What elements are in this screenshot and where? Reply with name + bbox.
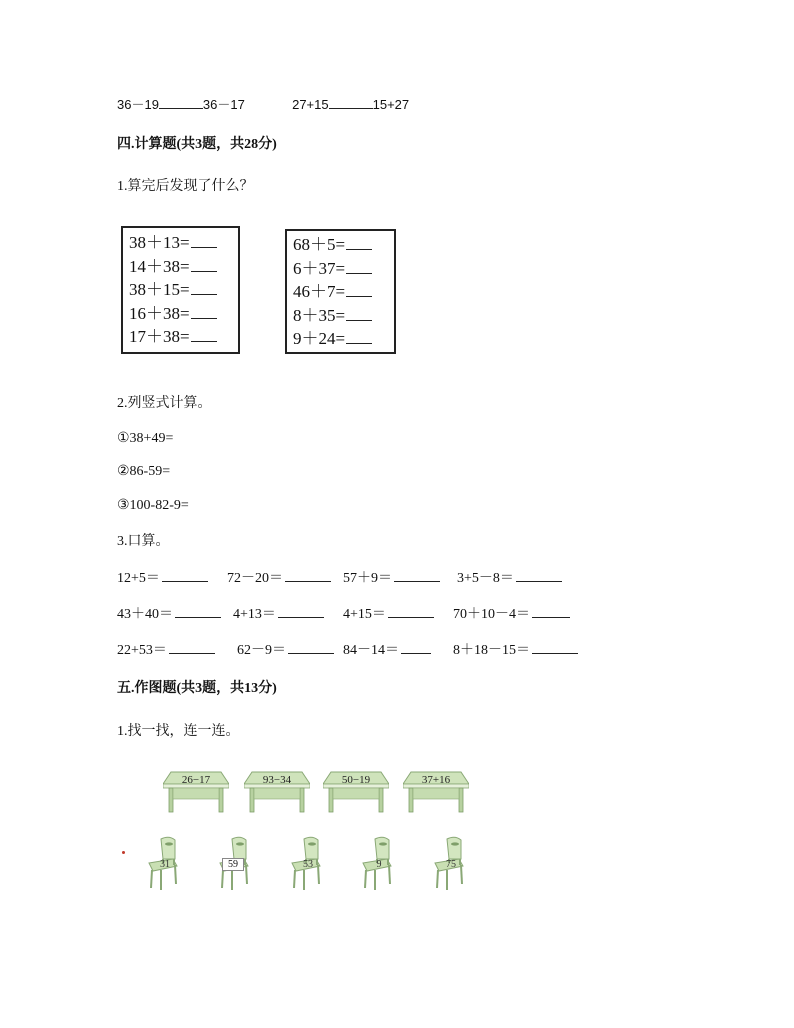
desk-1[interactable] bbox=[163, 770, 229, 814]
equation-row bbox=[123, 254, 238, 278]
answer-blank[interactable] bbox=[516, 568, 562, 582]
start-dot bbox=[122, 851, 125, 854]
compare-right-a: 27+15 bbox=[292, 97, 329, 112]
answer-blank[interactable] bbox=[346, 232, 372, 250]
q1-prompt: 1.算完后发现了什么？ bbox=[117, 179, 254, 194]
equation-row bbox=[287, 303, 394, 327]
chair-number: 75 bbox=[446, 859, 456, 870]
equation-box-left bbox=[121, 226, 240, 354]
oral-expression: 62－9＝ bbox=[237, 643, 286, 658]
equation-row bbox=[123, 277, 238, 301]
section-4-title: 四.计算题(共3题，共28分) bbox=[117, 137, 277, 152]
answer-blank[interactable] bbox=[532, 604, 570, 618]
oral-item bbox=[117, 604, 221, 624]
equation-row bbox=[123, 301, 238, 325]
equation-row bbox=[287, 232, 394, 256]
desk-label: 50−19 bbox=[341, 774, 371, 786]
oral-expression: 70＋10－4＝ bbox=[453, 607, 530, 622]
oral-item bbox=[453, 640, 578, 660]
chair-1[interactable] bbox=[143, 835, 187, 891]
section-5-title: 五.作图题(共3题，共13分) bbox=[117, 681, 277, 696]
equation-text: 6＋37= bbox=[293, 258, 346, 278]
equation-text: 38＋13= bbox=[129, 233, 190, 252]
oral-expression: 4+15＝ bbox=[343, 607, 386, 622]
oral-item bbox=[233, 604, 324, 624]
answer-blank[interactable] bbox=[401, 640, 431, 654]
oral-item bbox=[457, 568, 562, 588]
oral-item bbox=[343, 640, 431, 660]
answer-blank[interactable] bbox=[388, 604, 434, 618]
oral-expression: 8＋18－15＝ bbox=[453, 643, 530, 658]
equation-text: 16＋38= bbox=[129, 303, 190, 323]
compare-line bbox=[117, 95, 409, 114]
equation-text: 8＋35= bbox=[293, 305, 346, 325]
answer-blank[interactable] bbox=[532, 640, 578, 654]
answer-blank[interactable] bbox=[278, 604, 324, 618]
equation-box-right bbox=[285, 229, 396, 354]
desk-4[interactable] bbox=[403, 770, 469, 814]
answer-blank[interactable] bbox=[191, 324, 217, 342]
desk-label: 37+16 bbox=[421, 774, 451, 786]
oral-expression: 3+5－8＝ bbox=[457, 571, 514, 586]
equation-text: 9＋24= bbox=[293, 329, 346, 348]
equation-text: 14＋38= bbox=[129, 256, 190, 276]
compare-left-b: 36－17 bbox=[202, 97, 245, 112]
answer-blank[interactable] bbox=[288, 640, 334, 654]
equation-text: 68＋5= bbox=[293, 235, 346, 254]
equation-row bbox=[123, 324, 238, 348]
oral-item bbox=[453, 604, 570, 624]
chair-number: 9 bbox=[376, 859, 382, 870]
chair-number: 53 bbox=[303, 859, 313, 870]
oral-item bbox=[227, 568, 331, 588]
answer-blank[interactable] bbox=[169, 640, 215, 654]
answer-blank[interactable] bbox=[346, 256, 372, 274]
compare-right-b: 15+27 bbox=[372, 97, 410, 112]
q2-prompt: 2.列竖式计算。 bbox=[117, 396, 212, 411]
oral-expression: 22+53＝ bbox=[117, 643, 167, 658]
chair-2[interactable] bbox=[214, 835, 258, 891]
answer-blank[interactable] bbox=[285, 568, 331, 582]
answer-blank[interactable] bbox=[191, 230, 217, 248]
oral-expression: 4+13＝ bbox=[233, 607, 276, 622]
oral-expression: 12+5＝ bbox=[117, 571, 160, 586]
compare-left-a: 36－19 bbox=[117, 97, 159, 112]
oral-expression: 57＋9＝ bbox=[343, 571, 392, 586]
q2-item-2: ②86-59= bbox=[117, 464, 171, 479]
equation-text: 38＋15= bbox=[129, 280, 190, 299]
s5-q1-prompt: 1.找一找，连一连。 bbox=[117, 724, 240, 739]
oral-item bbox=[117, 640, 215, 660]
equation-row bbox=[123, 230, 238, 254]
chair-number: 59 bbox=[222, 858, 244, 871]
oral-expression: 43＋40＝ bbox=[117, 607, 173, 622]
equation-row bbox=[287, 279, 394, 303]
oral-item bbox=[343, 568, 440, 588]
answer-blank[interactable] bbox=[394, 568, 440, 582]
desk-label: 26−17 bbox=[181, 774, 211, 786]
oral-item bbox=[117, 568, 208, 588]
chair-number: 31 bbox=[160, 859, 170, 870]
answer-blank[interactable] bbox=[346, 279, 372, 297]
q2-item-3: ③100-82-9= bbox=[117, 498, 189, 513]
equation-text: 17＋38= bbox=[129, 327, 190, 346]
equation-text: 46＋7= bbox=[293, 282, 346, 301]
q2-item-1: ①38+49= bbox=[117, 431, 174, 446]
oral-item bbox=[237, 640, 334, 660]
desk-2[interactable] bbox=[244, 770, 310, 814]
oral-expression: 84－14＝ bbox=[343, 643, 399, 658]
answer-blank[interactable] bbox=[175, 604, 221, 618]
answer-blank[interactable] bbox=[191, 277, 217, 295]
oral-item bbox=[343, 604, 434, 624]
chair-4[interactable] bbox=[357, 835, 401, 891]
answer-blank[interactable] bbox=[191, 301, 217, 319]
answer-blank[interactable] bbox=[346, 326, 372, 344]
equation-row bbox=[287, 256, 394, 280]
desk-3[interactable] bbox=[323, 770, 389, 814]
q3-prompt: 3.口算。 bbox=[117, 534, 170, 549]
answer-blank[interactable] bbox=[162, 568, 208, 582]
desk-label: 93−34 bbox=[262, 774, 292, 786]
chair-5[interactable] bbox=[429, 835, 473, 891]
answer-blank[interactable] bbox=[191, 254, 217, 272]
compare-blank-1[interactable] bbox=[159, 95, 203, 109]
equation-row bbox=[287, 326, 394, 350]
chair-3[interactable] bbox=[286, 835, 330, 891]
compare-blank-2[interactable] bbox=[329, 95, 373, 109]
oral-expression: 72－20＝ bbox=[227, 571, 283, 586]
answer-blank[interactable] bbox=[346, 303, 372, 321]
